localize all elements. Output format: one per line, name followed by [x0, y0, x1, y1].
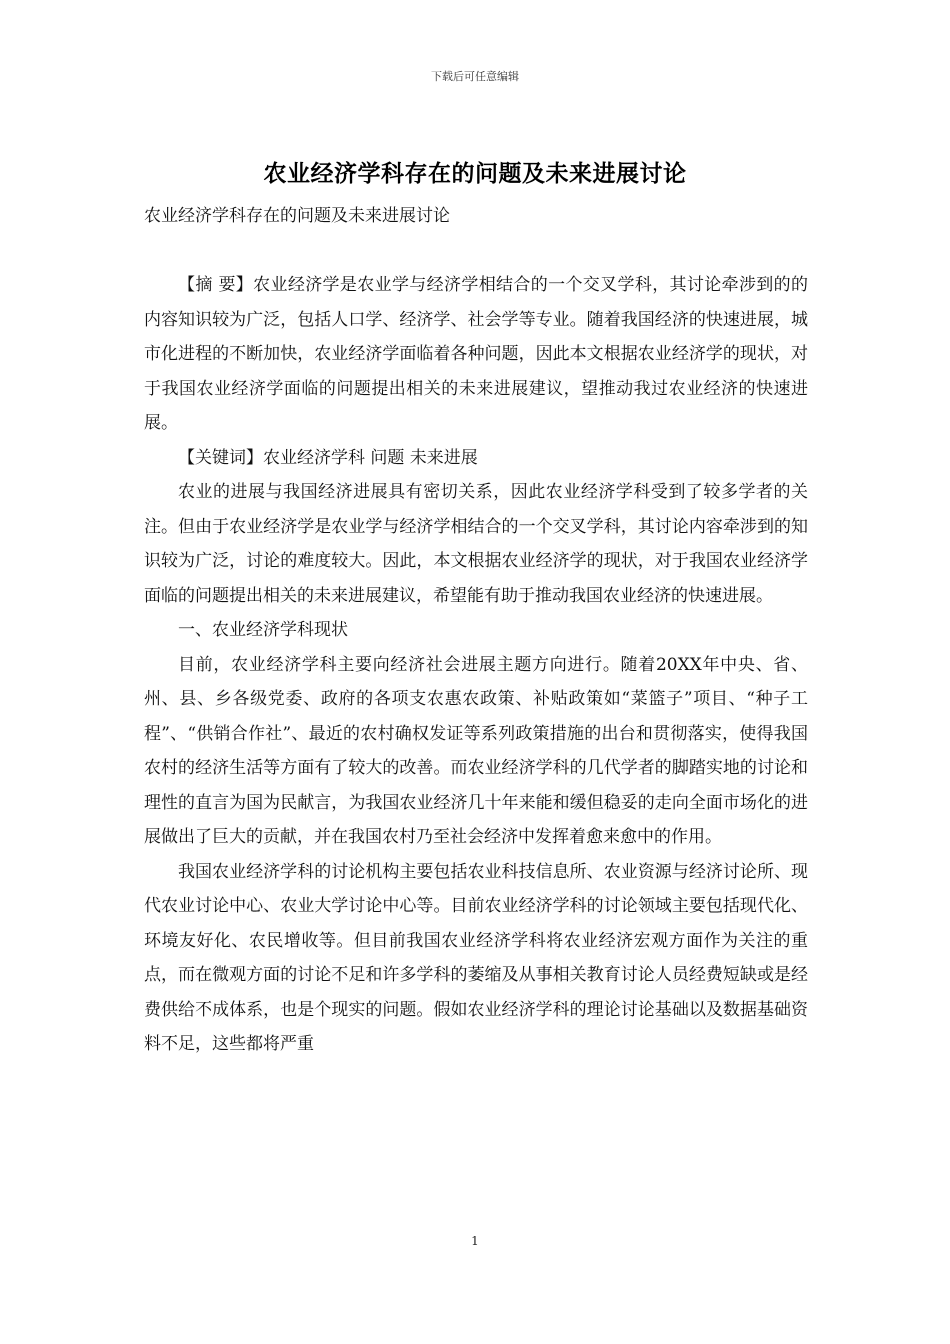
intro-paragraph: 农业的进展与我国经济进展具有密切关系，因此农业经济学科受到了较多学者的关注。但由于农业经济学是农业学与经济学相结合的一个交叉学科，其讨论内容牵涉到的知识较为广泛，讨论的难度较大。因此，本文根据农业经济学的现状，对于我国农业经济学面临的问题提出相关的未来进展建议，希望能有助于推动我国农业经济的快速进展。 [144, 482, 808, 606]
document-title: 农业经济学科存在的问题及未来进展讨论 [263, 160, 687, 187]
document-body [144, 268, 808, 1062]
abstract-paragraph: 【摘 要】农业经济学是农业学与经济学相结合的一个交叉学科，其讨论牵涉到的的内容知识较为广泛，包括人口学、经济学、社会学等专业。随着我国经济的快速进展，城市化进程的不断加快，农业经济学面临着各种问题，因此本文根据农业经济学的现状，对于我国农业经济学面临的问题提出相关的未来进展建议，望推动我过农业经济的快速进展。 [144, 275, 808, 433]
page-number: 1 [471, 1234, 479, 1248]
document-subtitle: 农业经济学科存在的问题及未来进展讨论 [144, 206, 450, 226]
body-paragraph: 我国农业经济学科的讨论机构主要包括农业科技信息所、农业资源与经济讨论所、现代农业讨论中心、农业大学讨论中心等。目前农业经济学科的讨论领域主要包括现代化、环境友好化、农民增收等。但目前我国农业经济学科将农业经济宏观方面作为关注的重点，而在微观方面的讨论不足和许多学科的萎缩及从事相关教育讨论人员经费短缺或是经费供给不成体系，也是个现实的问题。假如农业经济学科的理论讨论基础以及数据基础资料不足，这些都将严重 [144, 861, 808, 1054]
body-paragraph: 目前，农业经济学科主要向经济社会进展主题方向进行。随着20XX年中央、省、州、县、乡各级党委、政府的各项支农惠农政策、补贴政策如“菜篮子”项目、“种子工程”、“供销合作社”、最近的农村确权发证等系列政策措施的出台和贯彻落实，使得我国农村的经济生活等方面有了较大的改善。而农业经济学科的几代学者的脚踏实地的讨论和理性的直言为国为民献言，为我国农业经济几十年来能和缓但稳妥的走向全面市场化的进展做出了巨大的贡献，并在我国农村乃至社会经济中发挥着愈来愈中的作用。 [144, 654, 808, 847]
section-heading: 一、农业经济学科现状 [178, 620, 348, 640]
header-note: 下载后可任意编辑 [431, 70, 519, 83]
keywords-paragraph: 【关键词】农业经济学科 问题 未来进展 [178, 447, 478, 468]
